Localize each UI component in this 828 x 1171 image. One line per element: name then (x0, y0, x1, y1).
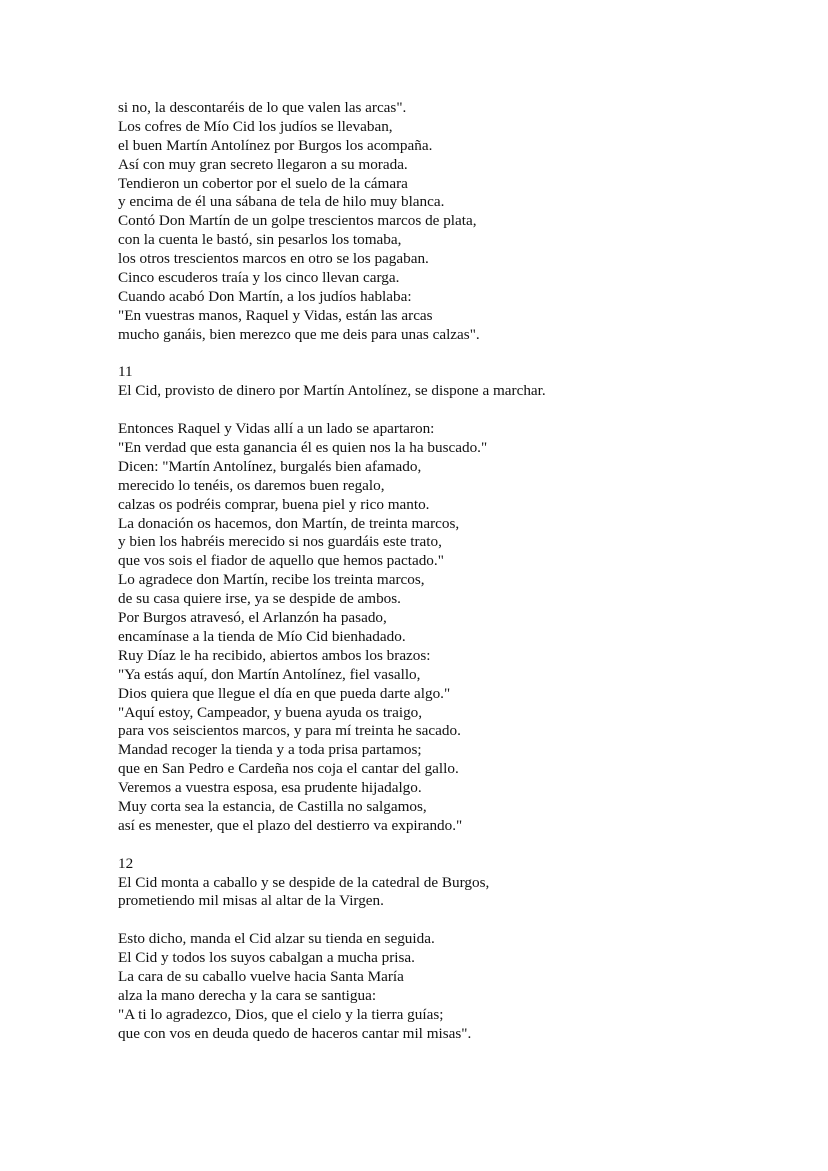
section-number: 12 (118, 854, 134, 872)
verse-line: Veremos a vuestra esposa, esa prudente hijadalgo. (118, 779, 422, 797)
verse-line: Ruy Díaz le ha recibido, abiertos ambos los brazos: (118, 646, 431, 664)
verse-line: "En verdad que esta ganancia él es quien nos la ha buscado." (118, 439, 488, 457)
verse-line: Tendieron un cobertor por el suelo de la cámara (118, 174, 408, 192)
verse-line: calzas os podréis comprar, buena piel y rico manto. (118, 495, 430, 513)
verse-line: Mandad recoger la tienda y a toda prisa partamos; (118, 741, 422, 759)
verse-line: Los cofres de Mío Cid los judíos se llevaban, (118, 117, 393, 135)
stanza-gap (118, 836, 798, 855)
verse-line: Cuando acabó Don Martín, a los judíos hablaba: (118, 287, 412, 305)
verse-line: El Cid y todos los suyos cabalgan a mucha prisa. (118, 949, 415, 967)
verse-block (118, 99, 798, 345)
verse-line: que vos sois el fiador de aquello que hemos pactado." (118, 552, 444, 570)
verse-line: Así con muy gran secreto llegaron a su morada. (118, 155, 408, 173)
verse-line: de su casa quiere irse, ya se despide de ambos. (118, 590, 401, 608)
verse-line: si no, la descontaréis de lo que valen las arcas". (118, 99, 407, 116)
verse-line: con la cuenta le bastó, sin pesarlos los tomaba, (118, 231, 402, 249)
verse-line: "Ya estás aquí, don Martín Antolínez, fiel vasallo, (118, 665, 421, 683)
verse-line: y bien los habréis merecido si nos guardáis este trato, (118, 533, 442, 551)
verse-line: Cinco escuderos traía y los cinco llevan carga. (118, 269, 400, 287)
verse-line: los otros trescientos marcos en otro se los pagaban. (118, 250, 429, 268)
verse-line: La donación os hacemos, don Martín, de treinta marcos, (118, 514, 460, 532)
verse-block (118, 930, 798, 1043)
section-summary: prometiendo mil misas al altar de la Virgen. (118, 892, 384, 910)
verse-line: para vos seiscientos marcos, y para mí treinta he sacado. (118, 722, 461, 740)
section-summary: El Cid monta a caballo y se despide de la catedral de Burgos, (118, 873, 490, 891)
verse-line: Contó Don Martín de un golpe trescientos marcos de plata, (118, 212, 477, 230)
verse-line: "En vuestras manos, Raquel y Vidas, están las arcas (118, 306, 433, 324)
verse-line: La cara de su caballo vuelve hacia Santa María (118, 967, 404, 985)
verse-line: que en San Pedro e Cardeña nos coja el cantar del gallo. (118, 760, 459, 778)
verse-line: encamínase a la tienda de Mío Cid bienhadado. (118, 627, 406, 645)
stanza-gap (118, 345, 798, 364)
verse-line: y encima de él una sábana de tela de hilo muy blanca. (118, 193, 445, 211)
verse-line: merecido lo tenéis, os daremos buen regalo, (118, 476, 385, 494)
verse-line: Dicen: "Martín Antolínez, burgalés bien afamado, (118, 457, 422, 475)
verse-line: Por Burgos atravesó, el Arlanzón ha pasado, (118, 609, 387, 627)
verse-line: Lo agradece don Martín, recibe los treinta marcos, (118, 571, 425, 589)
verse-line: Entonces Raquel y Vidas allí a un lado se apartaron: (118, 420, 435, 438)
verse-line: Muy corta sea la estancia, de Castilla no salgamos, (118, 797, 427, 815)
verse-line: alza la mano derecha y la cara se santigua: (118, 986, 377, 1004)
section-summary: El Cid, provisto de dinero por Martín Antolínez, se dispone a marchar. (118, 382, 546, 400)
verse-line: así es menester, que el plazo del destierro va expirando." (118, 816, 463, 834)
stanza-gap (118, 911, 798, 930)
verse-line: el buen Martín Antolínez por Burgos los acompaña. (118, 136, 433, 154)
verse-line: Dios quiera que llegue el día en que pueda darte algo." (118, 684, 451, 702)
section-heading (118, 855, 798, 912)
document-page (118, 99, 798, 1044)
verse-line: mucho ganáis, bien merezco que me deis para unas calzas". (118, 325, 480, 343)
verse-line: que con vos en deuda quedo de haceros cantar mil misas". (118, 1024, 472, 1042)
section-number: 11 (118, 363, 133, 381)
verse-block (118, 420, 798, 836)
section-heading (118, 363, 798, 401)
verse-line: "Aquí estoy, Campeador, y buena ayuda os traigo, (118, 703, 423, 721)
verse-line: Esto dicho, manda el Cid alzar su tienda en seguida. (118, 930, 435, 948)
verse-line: "A ti lo agradezco, Dios, que el cielo y la tierra guías; (118, 1005, 444, 1023)
stanza-gap (118, 401, 798, 420)
